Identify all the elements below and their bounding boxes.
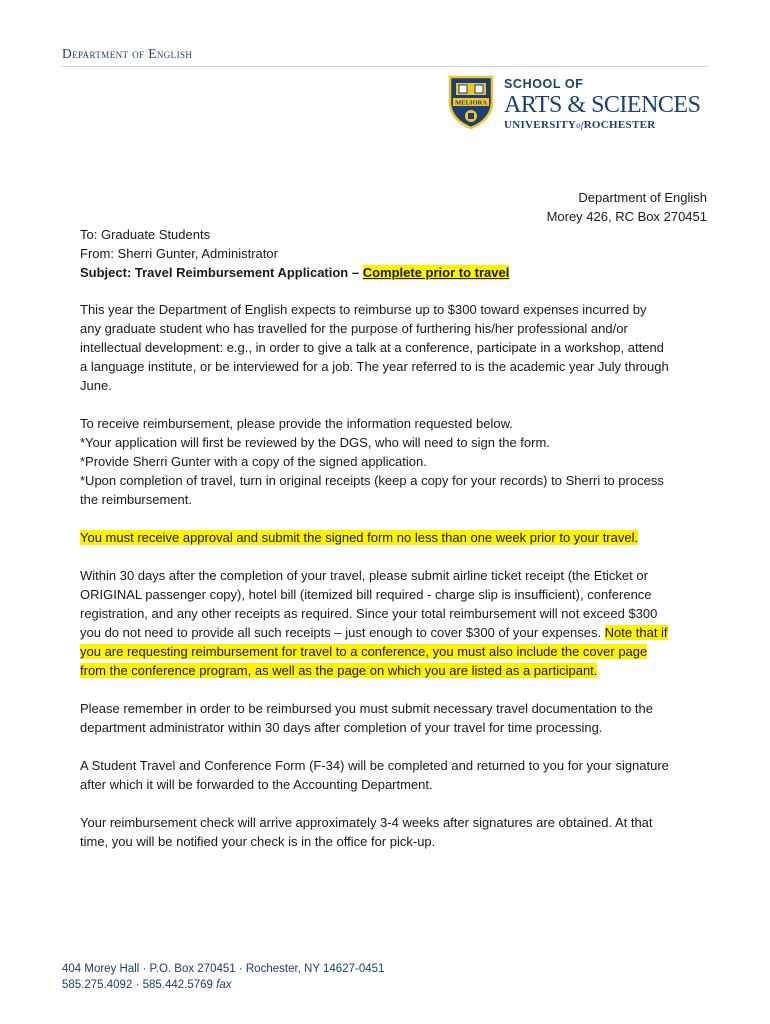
paragraph-check: Your reimbursement check will arrive approximately 3-4 weeks after signatures are obtained. At that time, you will be notified your check is in the office for pick-up. bbox=[80, 815, 653, 849]
instruction-line: To receive reimbursement, please provide the information requested below. bbox=[80, 416, 513, 431]
subject-highlight: Complete prior to travel bbox=[362, 265, 510, 280]
paragraph-intro: This year the Department of English expects to reimburse up to $300 toward expenses incurred by any graduate student who has travelled for the purpose of furthering his/her professional and/or intellectual development: e.g., in order to give a talk at a conference, participate in a workshop, attend a language institute, or be interviewed for a job. The year referred to is the academic year July through June. bbox=[80, 302, 669, 393]
memo-from: From: Sherri Gunter, Administrator bbox=[80, 246, 278, 261]
footer-address: 404 Morey Hall · P.O. Box 270451 · Rochester, NY 14627-0451 bbox=[62, 963, 385, 975]
memo-header bbox=[80, 225, 509, 282]
address-line-2: Morey 426, RC Box 270451 bbox=[546, 209, 707, 224]
memo-to: To: Graduate Students bbox=[80, 227, 211, 242]
footer-phones bbox=[62, 977, 384, 993]
footer-phone-numbers: 585.275.4092 · 585.442.5769 bbox=[62, 979, 217, 991]
shield-motto: MELIORA bbox=[455, 99, 487, 107]
paragraph-receipts bbox=[80, 566, 670, 680]
school-logo bbox=[446, 74, 706, 136]
footer-fax-label: fax bbox=[216, 979, 232, 991]
approval-highlight: You must receive approval and submit the signed form no less than one week prior to your travel. bbox=[80, 530, 639, 545]
logo-university-name: ROCHESTER bbox=[583, 119, 656, 131]
address-line-1: Department of English bbox=[578, 190, 707, 205]
logo-university-of: of bbox=[576, 120, 584, 130]
receipts-highlight: Note that if you are requesting reimbursement for travel to a conference, you must also include the cover page from the conference program, as well as the page on which you are listed as a participant. bbox=[80, 625, 668, 678]
instruction-line: *Your application will first be reviewed by the DGS, who will need to sign the form. bbox=[80, 435, 550, 450]
paragraph-instructions bbox=[80, 414, 670, 509]
paragraph-form: A Student Travel and Conference Form (F-34) will be completed and returned to you for your signature after which it will be forwarded to the Accounting Department. bbox=[80, 758, 669, 792]
memo-subject bbox=[80, 263, 509, 282]
return-address bbox=[547, 188, 707, 226]
logo-university-prefix: UNIVERSITY bbox=[504, 119, 577, 131]
logo-university bbox=[504, 119, 700, 131]
receipts-text: Within 30 days after the completion of your travel, please submit airline ticket receipt (the Eticket or ORIGINAL passenger copy), hotel bill (itemized bill required - charge slip is insufficient), conference registration, and any other receipts as required. Since your total reimbursement will not exceed $300 you do not need to provide all such receipts – just enough to cover $300 of your expenses. bbox=[80, 568, 658, 640]
paragraph-deadline: Please remember in order to be reimbursed you must submit necessary travel documentation to the department administrator within 30 days after completion of your travel for time processing. bbox=[80, 701, 653, 735]
letter-body bbox=[80, 300, 670, 870]
instruction-line: *Provide Sherri Gunter with a copy of the signed application. bbox=[80, 454, 427, 469]
university-shield-icon bbox=[446, 74, 496, 130]
subject-prefix: Subject: Travel Reimbursement Application – bbox=[80, 265, 363, 280]
department-header: Department of English bbox=[62, 46, 193, 61]
header-rule bbox=[62, 66, 708, 67]
logo-school-of: SCHOOL OF bbox=[504, 77, 584, 91]
footer-contact bbox=[62, 961, 384, 993]
paragraph-approval bbox=[80, 528, 670, 547]
logo-arts-sciences: ARTS & SCIENCES bbox=[504, 92, 701, 118]
instruction-line: *Upon completion of travel, turn in original receipts (keep a copy for your records) to Sherri to process the reimbursement. bbox=[80, 473, 664, 507]
